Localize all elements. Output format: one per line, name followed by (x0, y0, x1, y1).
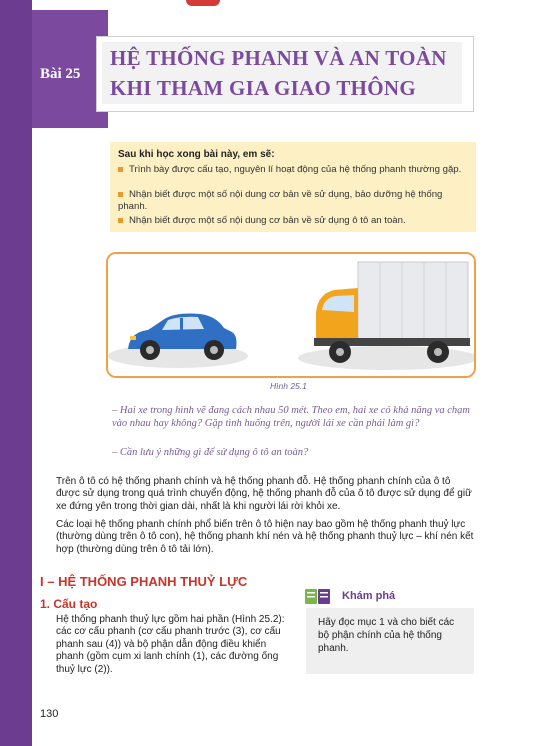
paragraph: Các loại hệ thống phanh chính phổ biến trên ô tô hiện nay bao gồm hệ thống phanh thuỷ lực (thường dùng trên ô tô con), hệ thống phanh khí nén và hệ thống phanh thuỷ lực – khí nén kết hợp (thường dùng trên ô tô tải lớn). (56, 519, 474, 555)
figure-caption: Hình 25.1 (270, 381, 307, 391)
question-text: – Hai xe trong hình vẽ đang cách nhau 50 mét. Theo em, hai xe có khả năng va chạm vào nhau hay không? Gặp tình huống trên, người lái xe cần phải làm gì? (112, 405, 470, 429)
lesson-title-line-2: KHI THAM GIA GIAO THÔNG (110, 76, 417, 100)
subsection-heading: 1. Cấu tạo (40, 597, 98, 611)
lesson-title-line-1: HỆ THỐNG PHANH VÀ AN TOÀN (110, 46, 447, 70)
objective-item: Nhận biết được một số nội dung cơ bản về sử dụng ô tô an toàn. (118, 215, 470, 227)
figure-25-1 (106, 252, 476, 378)
bullet-square-icon (118, 192, 123, 197)
objective-item: Trình bày được cấu tạo, nguyên lí hoạt động của hệ thống phanh thường gặp. (118, 164, 470, 176)
explore-label: Khám phá (342, 590, 396, 602)
question-text: – Cần lưu ý những gì để sử dụng ô tô an toàn? (112, 447, 309, 458)
paragraph: Trên ô tô có hệ thống phanh chính và hệ thống phanh đỗ. Hệ thống phanh chính của ô tô được sử dụng trong quá trình chuyển động, hệ thống phanh đỗ của ô tô được sử dụng để giữ xe đứng yên trong thời gian dài, nhất là khi người lái rời khỏi xe. (56, 476, 472, 512)
top-decoration (186, 0, 220, 6)
section-body: Hệ thống phanh thuỷ lực gồm hai phần (Hình 25.2): các cơ cấu phanh (cơ cấu phanh trước (3), cơ cấu phanh sau (4)) và bộ phận dẫn động điều khiển phanh (gồm cụm xi lanh chính (1), các đường ống thuỷ lực (2)). (56, 614, 285, 675)
lesson-label: Bài 25 (40, 66, 81, 82)
car-truck-illustration (108, 254, 474, 376)
bullet-square-icon (118, 218, 123, 223)
side-strip (0, 0, 32, 746)
page-number: 130 (40, 708, 59, 720)
bullet-square-icon (118, 167, 123, 172)
explore-icon (304, 586, 334, 606)
objectives-heading: Sau khi học xong bài này, em sẽ: (118, 149, 275, 160)
objective-item: Nhận biết được một số nội dung cơ bản về sử dụng, bảo dưỡng hệ thống phanh. (118, 189, 443, 212)
explore-text: Hãy đọc mục 1 và cho biết các bộ phận chính của hệ thống phanh. (318, 617, 455, 654)
section-heading: I – HỆ THỐNG PHANH THUỶ LỰC (40, 574, 248, 589)
